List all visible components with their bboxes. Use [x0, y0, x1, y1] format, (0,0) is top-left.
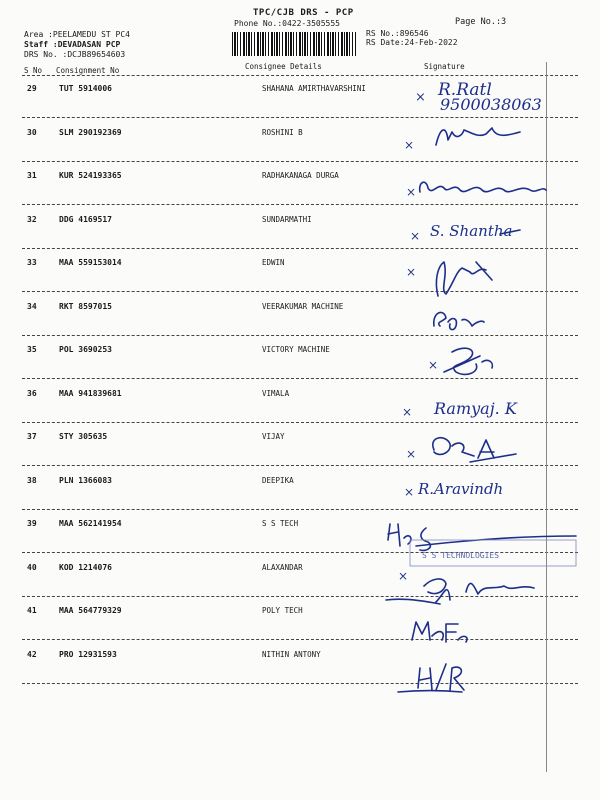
svg-text:9500038063: 9500038063	[440, 95, 542, 114]
row-consignment: KOD 1214076	[59, 562, 112, 572]
row-sno: 34	[27, 301, 37, 311]
col-consignee: Consignee Details	[245, 62, 322, 71]
row-consignee: VIMALA	[262, 388, 290, 398]
row-consignee: RADHAKANAGA DURGA	[262, 171, 339, 180]
rs-number: RS No.:896546	[366, 29, 429, 38]
row-consignee: DEEPIKA	[262, 475, 294, 485]
row-consignment: PRO 12931593	[59, 649, 117, 659]
row-consignment: POL 3690253	[59, 345, 112, 354]
row-sno: 32	[27, 214, 37, 224]
row-sno: 35	[27, 345, 37, 354]
signature-41	[412, 622, 467, 642]
signature-30	[404, 128, 520, 152]
row-sno: 33	[27, 258, 37, 267]
row-sno: 37	[27, 432, 37, 441]
row-sno: 38	[27, 475, 37, 485]
svg-text:×: ×	[406, 447, 417, 461]
row-consignment: MAA 564779329	[59, 606, 122, 615]
signature-39	[388, 524, 576, 566]
row-consignee: S S TECH	[262, 519, 299, 528]
area-label: Area :PEELAMEDU ST PC4	[24, 30, 130, 39]
row-sno: 29	[27, 84, 37, 93]
svg-text:×: ×	[406, 185, 417, 199]
row-sno: 39	[27, 519, 37, 528]
page-number: Page No.:3	[455, 17, 507, 27]
row-sno: 40	[27, 562, 37, 572]
row-consignment: DDG 4169517	[59, 214, 112, 224]
svg-text:×: ×	[404, 138, 415, 152]
svg-text:S. Shantha: S. Shantha	[430, 222, 513, 240]
row-consignee: VICTORY MACHINE	[262, 345, 330, 354]
row-consignee: EDWIN	[262, 258, 285, 267]
svg-text:×: ×	[402, 405, 413, 419]
row-consignee: SUNDARMATHI	[262, 214, 312, 224]
rs-date: RS Date:24-Feb-2022	[366, 38, 458, 47]
row-consignment: RKT 8597015	[59, 301, 112, 311]
row-consignee: SHAHANA AMIRTHAVARSHINI	[262, 84, 366, 93]
signature-42	[398, 664, 464, 692]
row-sno: 42	[27, 649, 37, 659]
row-consignment: MAA 559153014	[59, 258, 122, 267]
signature-33	[406, 262, 492, 296]
doc-title: TPC/CJB DRS - PCP	[253, 8, 354, 18]
signature-36	[402, 399, 518, 419]
row-consignment: TUT 5914006	[59, 84, 112, 93]
signature-32	[410, 222, 520, 243]
phone-number: Phone No.:0422-3505555	[234, 19, 340, 28]
row-consignment: MAA 562141954	[59, 519, 122, 528]
row-sno: 41	[27, 606, 37, 615]
row-consignment: PLN 1366083	[59, 475, 112, 485]
row-sno: 30	[27, 127, 37, 137]
row-sno: 36	[27, 388, 37, 398]
signature-38	[404, 480, 503, 499]
svg-text:Ramyaj. K: Ramyaj. K	[434, 399, 517, 418]
svg-text:×: ×	[428, 358, 439, 372]
row-consignee: VEERAKUMAR MACHINE	[262, 301, 344, 311]
row-consignment: MAA 941839681	[59, 388, 122, 398]
signature-37	[406, 438, 516, 462]
col-signature: Signature	[424, 62, 465, 71]
row-consignment: KUR 524193365	[59, 171, 122, 180]
svg-text:×: ×	[415, 90, 426, 105]
row-consignee: POLY TECH	[262, 606, 303, 615]
svg-text:×: ×	[406, 265, 417, 279]
signature-31	[406, 182, 546, 199]
signature-29	[415, 80, 542, 114]
row-sno: 31	[27, 171, 37, 180]
svg-text:×: ×	[404, 485, 415, 499]
signature-35	[428, 348, 492, 374]
col-consignment: Consignment No	[56, 66, 120, 75]
svg-text:×: ×	[410, 229, 421, 243]
company-stamp: S S TECHNOLOGIES	[422, 551, 500, 560]
row-consignee: ALAXANDAR	[262, 562, 303, 572]
staff-label: Staff :DEVADASAN PCP	[24, 40, 121, 49]
signature-34	[434, 312, 484, 329]
row-consignee: ROSHINI B	[262, 127, 303, 137]
row-consignment: STY 305635	[59, 432, 108, 441]
drs-number: DRS No. :DCJB89654603	[24, 50, 126, 59]
row-consignment: SLM 290192369	[59, 127, 122, 137]
signature-40	[386, 569, 534, 604]
svg-text:R.Aravindh: R.Aravindh	[418, 480, 504, 498]
row-consignee: VIJAY	[262, 432, 285, 441]
svg-text:×: ×	[398, 569, 409, 583]
row-consignee: NITHIN ANTONY	[262, 649, 321, 659]
svg-text:R.Ratl: R.Ratl	[438, 80, 492, 100]
col-sno: S No	[24, 66, 43, 75]
